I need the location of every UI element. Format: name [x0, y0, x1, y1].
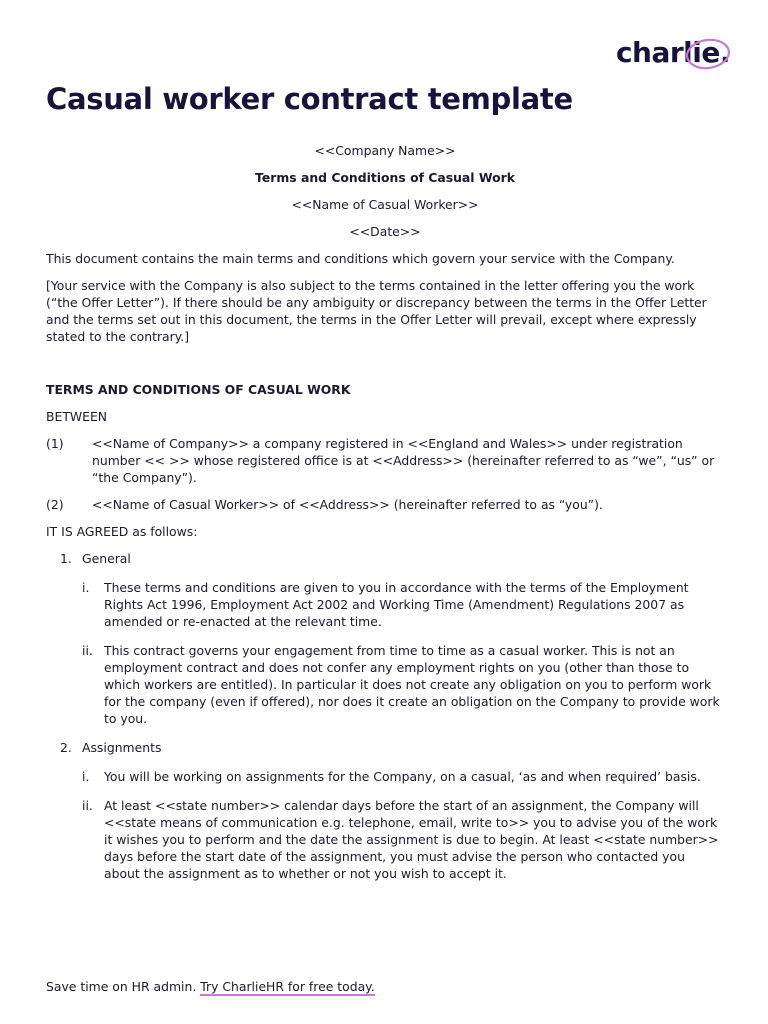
clause-number: 1. — [60, 551, 72, 566]
sub-clause-text: You will be working on assignments for the Company, on a casual, ‘as and when required’ basis. — [104, 769, 701, 784]
contract-document — [46, 142, 724, 894]
between-label: BETWEEN — [46, 409, 108, 424]
clause-heading — [60, 550, 724, 567]
sub-clause-number: ii. — [82, 643, 93, 658]
sub-clause — [82, 642, 724, 727]
party-item — [46, 496, 724, 513]
offer-letter-note: [Your service with the Company is also subject to the terms contained in the letter offering you the work (“the Offer Letter”). If there should be any ambiguity or discrepancy between the terms in the Offer Letter and the terms set out in this document, the terms in the Offer Letter will prevail, except where expressly stated to the contrary.] — [46, 278, 707, 344]
party-text: <<Name of Casual Worker>> of <<Address>> (hereinafter referred to as “you”). — [92, 497, 603, 512]
clause-number: 2. — [60, 740, 72, 755]
party-text: <<Name of Company>> a company registered in <<England and Wales>> under registration number << >> whose registered office is at <<Address>> (hereinafter referred to as “we”, “us” or “the Company”). — [92, 436, 715, 485]
clause-heading — [60, 739, 724, 756]
try-charliehr-link[interactable]: Try CharlieHR for free today. — [200, 979, 375, 994]
worker-placeholder: <<Name of Casual Worker>> — [291, 197, 479, 212]
footer-promo — [46, 978, 375, 995]
company-placeholder: <<Company Name>> — [314, 143, 456, 158]
sub-clause — [82, 579, 724, 630]
sub-clause-number: i. — [82, 580, 90, 595]
clause-title: Assignments — [82, 740, 162, 755]
date-placeholder: <<Date>> — [349, 224, 421, 239]
sub-clause-text: This contract governs your engagement from time to time as a casual worker. This is not an employment contract and does not confer any employment rights on you (other than those to which workers are entitled). In particular it does not create any obligation on you to perform work for the company (even if offered), nor does it create an obligation on the Company to provide work to you. — [104, 643, 720, 726]
sub-clause-text: These terms and conditions are given to you in accordance with the terms of the Employment Rights Act 1996, Employment Act 2002 and Working Time (Amendment) Regulations 2007 as amended or re-enacted at the relevant time. — [104, 580, 689, 629]
footer-text: Save time on HR admin. — [46, 979, 197, 994]
party-item — [46, 435, 724, 486]
sub-clause — [82, 797, 724, 882]
intro-paragraph: This document contains the main terms and conditions which govern your service with the Company. — [46, 251, 675, 266]
document-heading: Terms and Conditions of Casual Work — [255, 170, 515, 185]
agreement-statement: IT IS AGREED as follows: — [46, 524, 198, 539]
sub-clause-text: At least <<state number>> calendar days before the start of an assignment, the Company will <<state means of communication e.g. telephone, email, write to>> you to advise you of the work it wishes you to perform and the date the assignment is due to begin. At least <<state number>> days before the start date of the assignment, you must advise the person who contacted you about the assignment as to whether or not you wish to accept it. — [104, 798, 719, 881]
party-number: (2) — [46, 497, 64, 512]
page-title: Casual worker contract template — [46, 82, 573, 116]
sub-clause-number: ii. — [82, 798, 93, 813]
party-number: (1) — [46, 436, 64, 451]
clause-title: General — [82, 551, 131, 566]
sub-clause — [82, 768, 724, 785]
logo-wordmark: charlie. — [615, 35, 730, 69]
sub-clause-number: i. — [82, 769, 90, 784]
charlie-logo — [616, 30, 730, 74]
section-heading: TERMS AND CONDITIONS OF CASUAL WORK — [46, 382, 351, 397]
